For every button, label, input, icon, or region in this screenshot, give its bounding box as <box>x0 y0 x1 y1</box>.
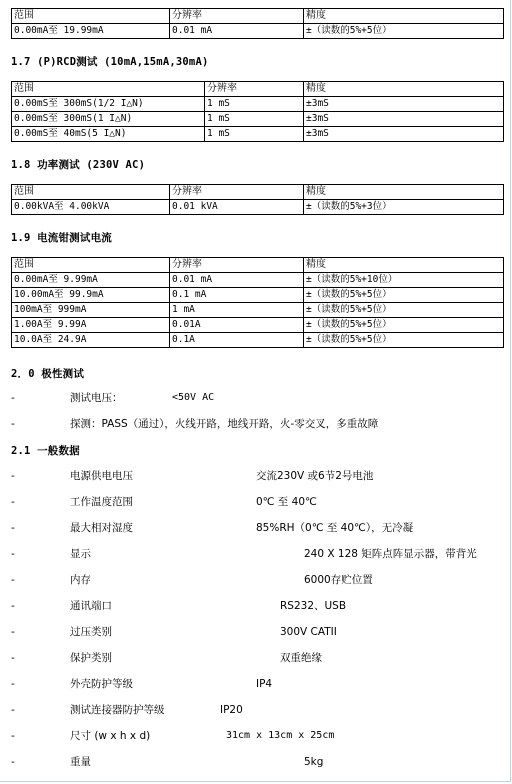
cell-range: 0.00mS至 40mS(5 I△N) <box>12 127 205 142</box>
cell-range: 0.00mA至 9.99mA <box>12 273 170 288</box>
bullet-dash: - <box>11 756 15 768</box>
table-row <box>12 24 504 39</box>
list-item <box>0 468 512 484</box>
cell-accuracy: ±3mS <box>304 127 504 142</box>
col-header-accuracy: 精度 <box>304 9 504 24</box>
item-label: 最大相对湿度 <box>70 522 133 534</box>
item-label: 工作温度范围 <box>70 496 133 508</box>
table-row <box>12 97 504 112</box>
table-header-row <box>12 9 504 24</box>
bullet-dash: - <box>11 418 15 430</box>
section-heading-2-0: 2．0 极性测试 <box>11 368 85 380</box>
col-header-range: 范围 <box>12 258 170 273</box>
cell-resolution: 0.01 kVA <box>170 200 304 215</box>
item-label: 通讯端口 <box>70 600 112 612</box>
table-row <box>12 333 504 348</box>
cell-resolution: 0.01 mA <box>170 24 304 39</box>
bullet-dash: - <box>11 704 15 716</box>
list-item <box>0 572 512 588</box>
cell-range: 0.00mA至 19.99mA <box>12 24 170 39</box>
cell-accuracy: ±（读数的5%+5位） <box>304 318 504 333</box>
list-item <box>0 676 512 692</box>
cell-resolution: 1 mS <box>205 127 304 142</box>
item-value: IP4 <box>256 678 273 690</box>
spec-table-1-6 <box>11 8 504 39</box>
cell-range: 1.00A至 9.99A <box>12 318 170 333</box>
cell-resolution: 0.01A <box>170 318 304 333</box>
item-value: 0℃ 至 40℃ <box>256 496 317 508</box>
cell-accuracy: ±3mS <box>304 97 504 112</box>
cell-range: 10.0A至 24.9A <box>12 333 170 348</box>
col-header-range: 范围 <box>12 82 205 97</box>
list-item <box>0 728 512 744</box>
list-item <box>0 754 512 770</box>
cell-accuracy: ±（读数的5%+5位） <box>304 288 504 303</box>
col-header-range: 范围 <box>12 9 170 24</box>
item-label: 过压类别 <box>70 626 112 638</box>
spec-table-1-7 <box>11 81 504 142</box>
item-value: <50V AC <box>172 392 215 403</box>
cell-range: 10.00mA至 99.9mA <box>12 288 170 303</box>
table-row <box>12 273 504 288</box>
cell-range: 0.00mS至 300mS(1 I△N) <box>12 112 205 127</box>
cell-range: 0.00mS至 300mS(1/2 I△N) <box>12 97 205 112</box>
list-item <box>0 494 512 510</box>
table-header-row <box>12 258 504 273</box>
cell-accuracy: ±（读数的5%+5位） <box>304 24 504 39</box>
cell-resolution: 1 mA <box>170 303 304 318</box>
table-row <box>12 318 504 333</box>
section-heading-1-7: 1.7 (P)RCD测试 (10mA,15mA,30mA) <box>11 56 209 68</box>
col-header-resolution: 分辨率 <box>170 185 304 200</box>
list-item <box>0 546 512 562</box>
table-row <box>12 303 504 318</box>
col-header-resolution: 分辨率 <box>170 258 304 273</box>
list-item <box>0 520 512 536</box>
bullet-dash: - <box>11 678 15 690</box>
cell-resolution: 0.1 mA <box>170 288 304 303</box>
table-row <box>12 200 504 215</box>
item-value: 5kg <box>304 756 324 768</box>
table-row <box>12 112 504 127</box>
cell-resolution: 0.1A <box>170 333 304 348</box>
spec-table-1-9 <box>11 257 504 348</box>
bullet-dash: - <box>11 392 15 404</box>
list-item <box>0 624 512 640</box>
item-label: 内存 <box>70 574 91 586</box>
section-heading-1-9: 1.9 电流钳测试电流 <box>11 232 112 244</box>
item-label: 测试连接器防护等级 <box>70 704 165 716</box>
list-item <box>0 650 512 666</box>
col-header-accuracy: 精度 <box>304 258 504 273</box>
cell-accuracy: ±（读数的5%+10位） <box>304 273 504 288</box>
item-label: 保护类别 <box>70 652 112 664</box>
table-row <box>12 288 504 303</box>
item-label: 尺寸 (w x h x d) <box>70 730 151 742</box>
item-label: 电源供电电压 <box>70 470 133 482</box>
cell-accuracy: ±（读数的5%+5位） <box>304 303 504 318</box>
item-value: 85%RH（0℃ 至 40℃），无冷凝 <box>256 522 414 534</box>
item-label: 外壳防护等级 <box>70 678 133 690</box>
cell-accuracy: ±（读数的5%+3位） <box>304 200 504 215</box>
col-header-resolution: 分辨率 <box>205 82 304 97</box>
item-label: 测试电压： <box>70 392 123 404</box>
item-value: 31cm x 13cm x 25cm <box>226 730 335 741</box>
item-label: 显示 <box>70 548 91 560</box>
bullet-dash: - <box>11 600 15 612</box>
bullet-dash: - <box>11 626 15 638</box>
bullet-dash: - <box>11 522 15 534</box>
item-label: 探测：PASS（通过），火线开路，地线开路，火-零交叉，多重故障 <box>70 418 379 430</box>
item-value: 双重绝缘 <box>280 652 322 664</box>
bullet-dash: - <box>11 652 15 664</box>
table-row <box>12 127 504 142</box>
list-item <box>0 390 512 406</box>
item-label: 重量 <box>70 756 91 768</box>
list-item <box>0 416 512 432</box>
cell-resolution: 1 mS <box>205 97 304 112</box>
item-value: 240 X 128 矩阵点阵显示器，带背光 <box>304 548 477 560</box>
table-header-row <box>12 185 504 200</box>
bullet-dash: - <box>11 548 15 560</box>
cell-resolution: 0.01 mA <box>170 273 304 288</box>
bullet-dash: - <box>11 470 15 482</box>
item-value: 6000存贮位置 <box>304 574 373 586</box>
section-heading-1-8: 1.8 功率测试 (230V AC) <box>11 159 146 171</box>
cell-resolution: 1 mS <box>205 112 304 127</box>
table-header-row <box>12 82 504 97</box>
bullet-dash: - <box>11 496 15 508</box>
list-item <box>0 702 512 718</box>
cell-accuracy: ±3mS <box>304 112 504 127</box>
bullet-dash: - <box>11 730 15 742</box>
col-header-accuracy: 精度 <box>304 82 504 97</box>
cell-accuracy: ±（读数的5%+5位） <box>304 333 504 348</box>
spec-table-1-8 <box>11 184 504 215</box>
item-value: IP20 <box>220 704 243 716</box>
bullet-dash: - <box>11 574 15 586</box>
item-value: 300V CATII <box>280 626 337 638</box>
col-header-range: 范围 <box>12 185 170 200</box>
item-value: 交流230V 或6节2号电池 <box>256 470 374 482</box>
item-value: RS232、USB <box>280 600 347 612</box>
col-header-accuracy: 精度 <box>304 185 504 200</box>
list-item <box>0 598 512 614</box>
cell-range: 100mA至 999mA <box>12 303 170 318</box>
col-header-resolution: 分辨率 <box>170 9 304 24</box>
section-heading-2-1: 2.1 一般数据 <box>11 445 80 457</box>
cell-range: 0.00kVA至 4.00kVA <box>12 200 170 215</box>
